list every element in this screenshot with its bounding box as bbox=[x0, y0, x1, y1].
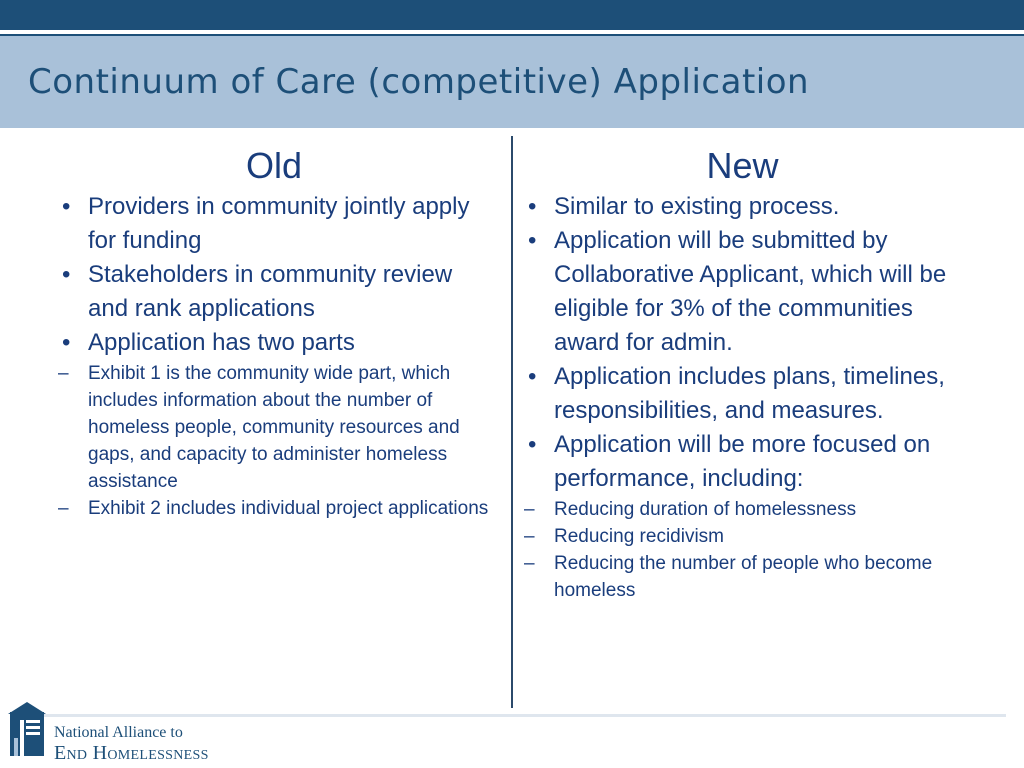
sub-bullet-item: – Exhibit 2 includes individual project applications bbox=[54, 495, 494, 522]
sub-bullet-item: – Reducing recidivism bbox=[520, 523, 965, 550]
sub-bullet-item: – Exhibit 1 is the community wide part, which includes information about the number of homeless people, community resources and gaps, and capacity to administer homeless assistance bbox=[54, 360, 494, 495]
column-divider bbox=[511, 136, 513, 708]
bullet-item: • Stakeholders in community review and rank applications bbox=[54, 258, 494, 326]
logo-text-line2: End Homelessness bbox=[54, 742, 209, 764]
organization-logo bbox=[6, 702, 256, 764]
old-column bbox=[54, 144, 494, 522]
new-column-heading: New bbox=[706, 145, 779, 186]
house-flag-icon bbox=[6, 702, 50, 764]
sub-bullet-item: – Reducing the number of people who become homeless bbox=[520, 550, 965, 604]
bullet-item: • Application has two parts bbox=[54, 326, 494, 360]
old-column-heading: Old bbox=[245, 145, 303, 186]
header-top-bar bbox=[0, 0, 1024, 30]
new-bullet-list bbox=[520, 190, 965, 604]
bullet-item: • Application will be submitted by Collaborative Applicant, which will be eligible for 3% of the communities award for admin. bbox=[520, 224, 965, 360]
bullet-item: • Providers in community jointly apply for funding bbox=[54, 190, 494, 258]
bullet-item: • Application will be more focused on performance, including: bbox=[520, 428, 965, 496]
logo-text-line1: National Alliance to bbox=[54, 724, 183, 741]
sub-bullet-item: – Reducing duration of homelessness bbox=[520, 496, 965, 523]
slide-title: Continuum of Care (competitive) Application bbox=[28, 62, 810, 102]
bullet-item: • Similar to existing process. bbox=[520, 190, 965, 224]
title-band bbox=[0, 34, 1024, 128]
new-column bbox=[520, 144, 965, 604]
old-bullet-list bbox=[54, 190, 494, 522]
bullet-item: • Application includes plans, timelines, responsibilities, and measures. bbox=[520, 360, 965, 428]
